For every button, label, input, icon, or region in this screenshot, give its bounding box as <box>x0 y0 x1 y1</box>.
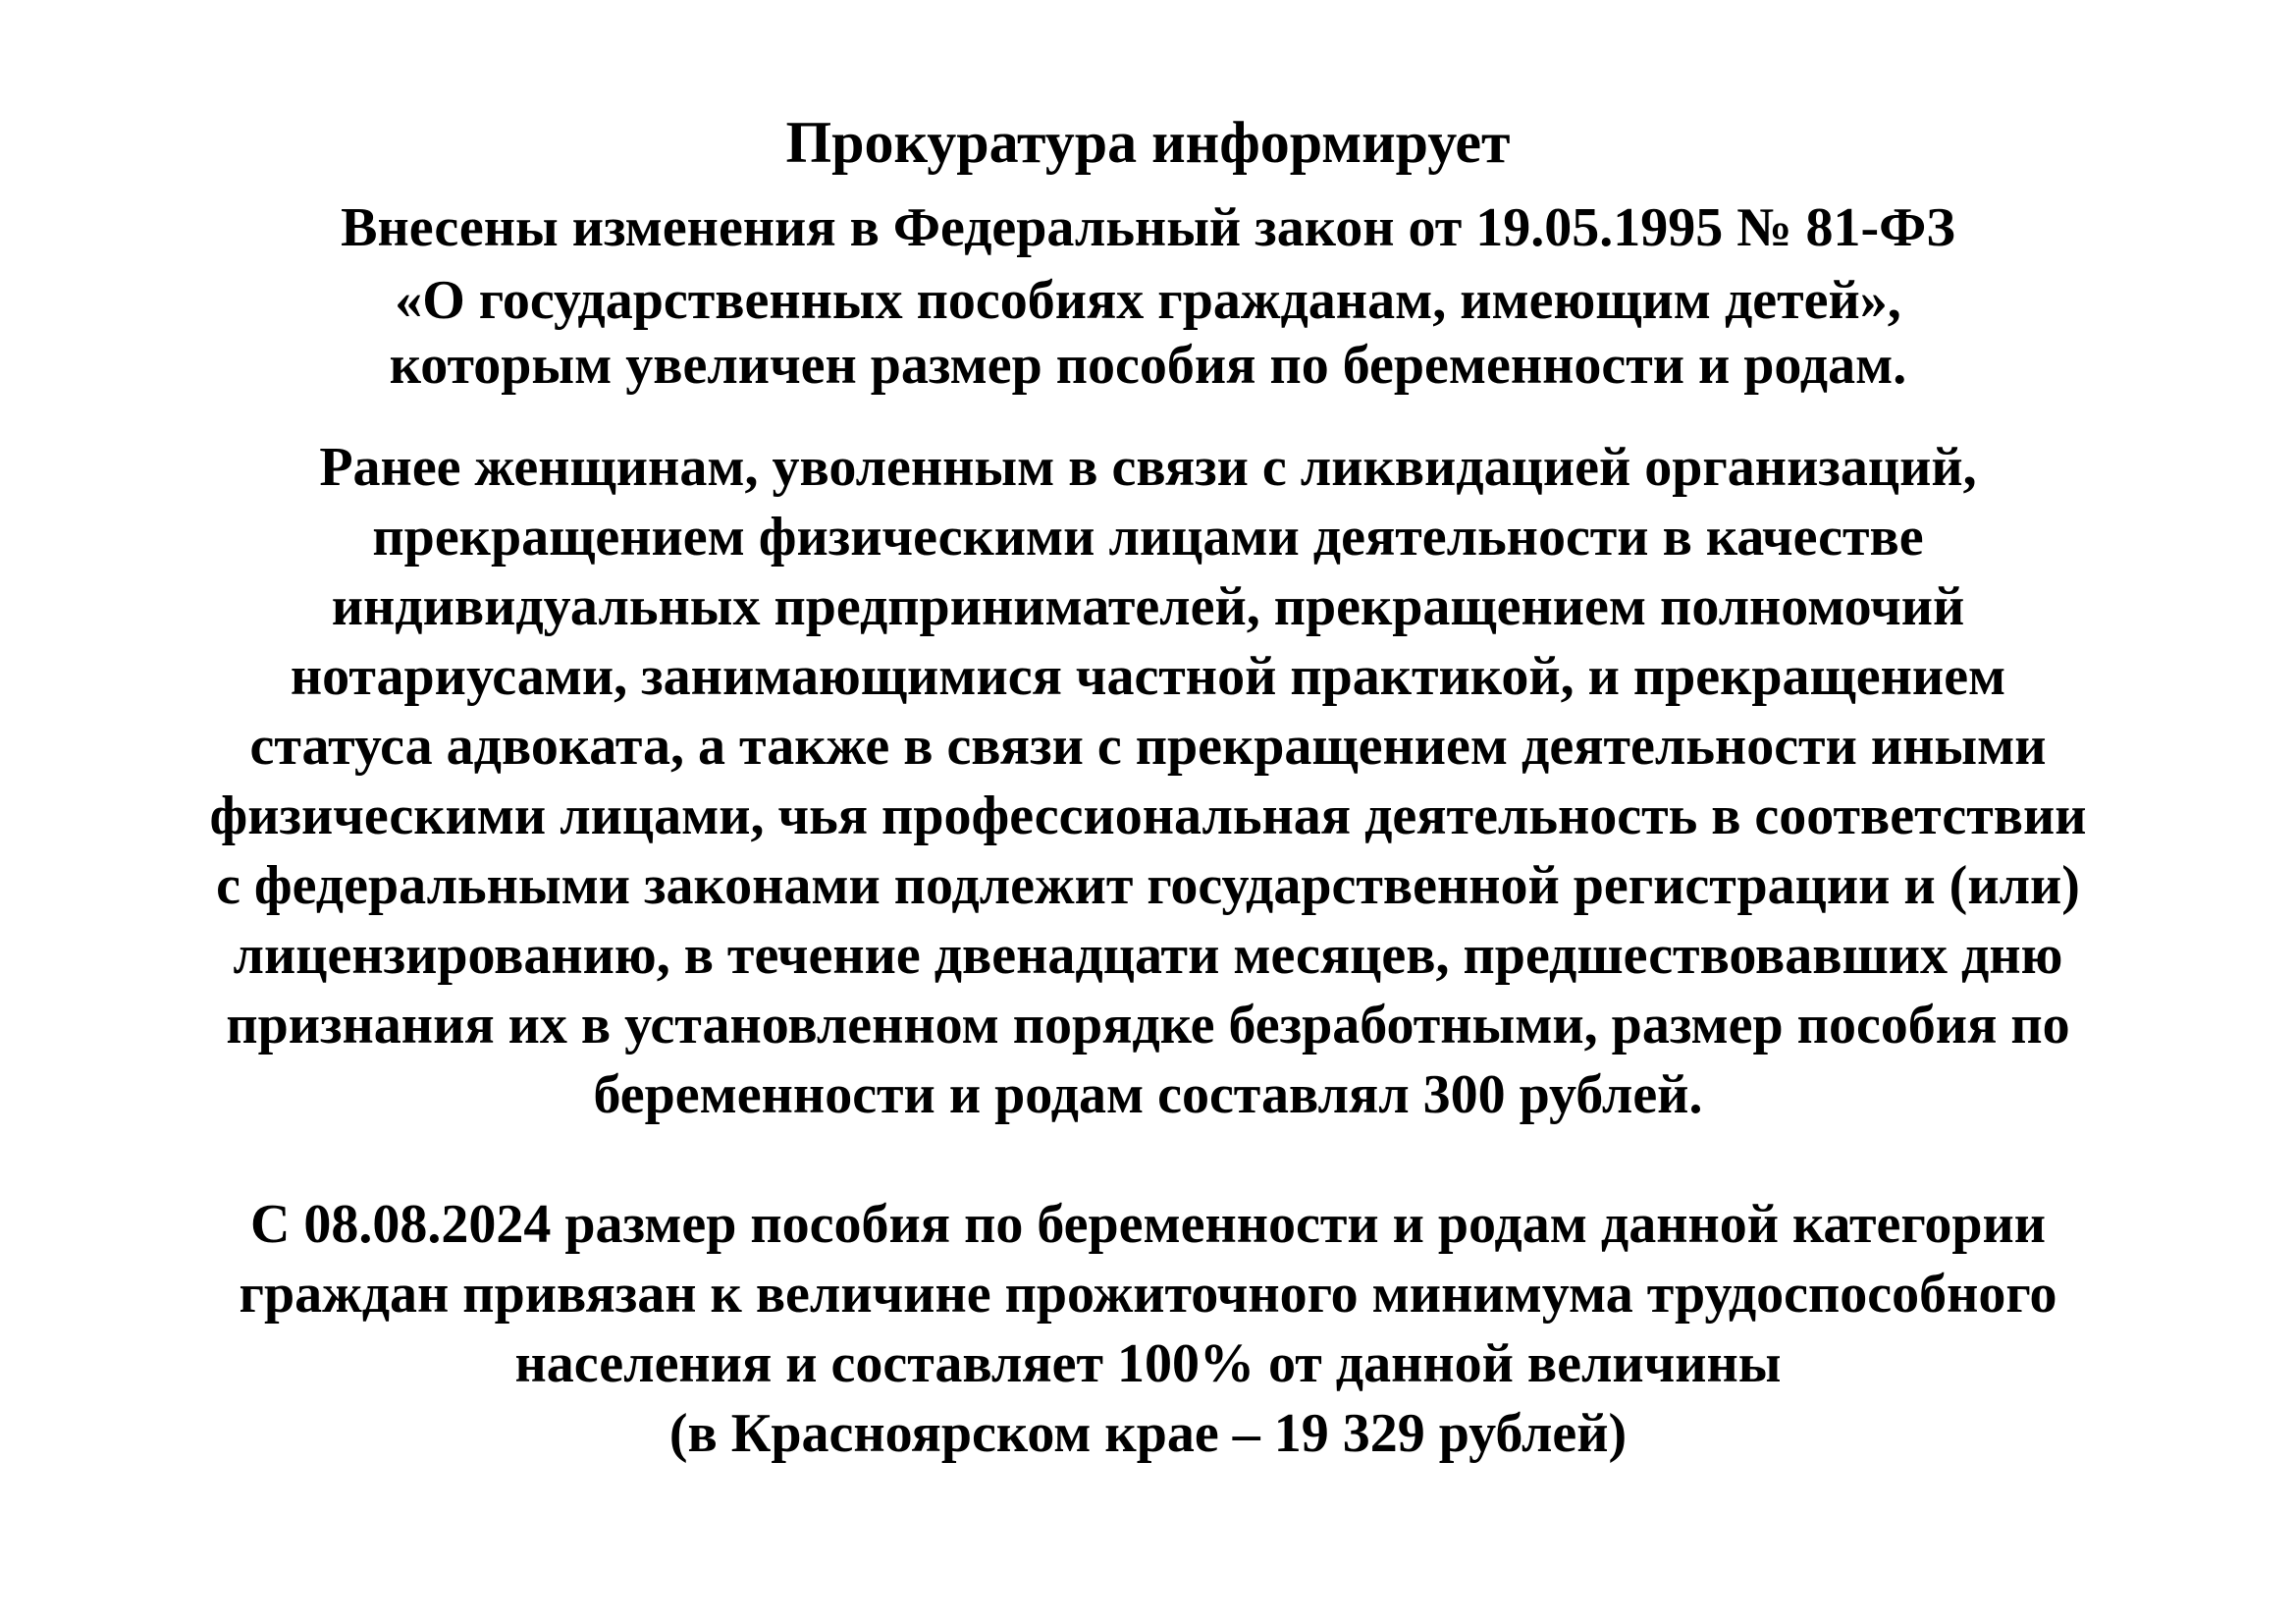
paragraph-line: С 08.08.2024 размер пособия по беременности и родам данной категории <box>249 1194 2047 1255</box>
intro-line: Внесены изменения в Федеральный закон от 19.05.1995 № 81-ФЗ <box>341 197 1955 258</box>
paragraph-line: (в Красноярском крае – 19 329 рублей) <box>668 1403 1628 1464</box>
intro-line: «О государственных пособиях гражданам, имеющим детей», <box>395 270 1901 331</box>
paragraph-line: индивидуальных предпринимателей, прекращением полномочий <box>331 576 1965 637</box>
paragraph-line: физическими лицами, чья профессиональная деятельность в соответствии <box>209 785 2087 846</box>
paragraph-line: с федеральными законами подлежит государственной регистрации и (или) <box>216 855 2080 916</box>
intro-line: которым увеличен размер пособия по беременности и родам. <box>389 335 1907 396</box>
paragraph-line: граждан привязан к величине прожиточного минимума трудоспособного <box>239 1264 2057 1325</box>
paragraph-line: прекращением физическими лицами деятельности в качестве <box>372 507 1924 568</box>
paragraph-line: признания их в установленном порядке безработными, размер пособия по <box>226 995 2070 1056</box>
paragraph-line: населения и составляет 100% от данной величины <box>514 1333 1782 1394</box>
paragraph-line: лицензированию, в течение двенадцати месяцев, предшествовавших дню <box>233 925 2063 986</box>
paragraph-line: нотариусами, занимающимися частной практикой, и прекращением <box>290 646 2006 707</box>
paragraph-line: беременности и родам составлял 300 рублей. <box>593 1064 1703 1125</box>
page-title: Прокуратура информирует <box>785 110 1511 175</box>
paragraph-line: Ранее женщинам, уволенным в связи с ликвидацией организаций, <box>319 437 1977 498</box>
paragraph-line: статуса адвоката, а также в связи с прекращением деятельности иными <box>249 716 2047 777</box>
